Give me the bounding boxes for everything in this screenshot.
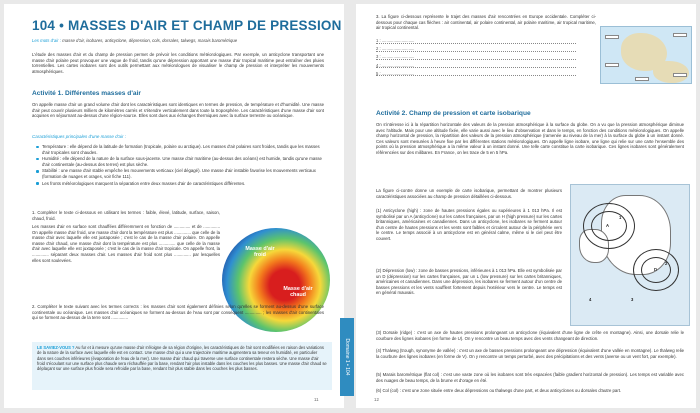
list-item: Les fronts météorologiques marquent la séparation entre deux masses d'air de caractéristiques différentes. [36, 181, 326, 187]
question-3-answers [376, 38, 596, 79]
list-item: Stabilité : une masse d'air stable empêche les mouvements verticaux (ciel dégagé). Une masse d'air instable favorise les mouvements verticaux (formation de nuages et orages, voir fiche 111). [36, 168, 326, 179]
keywords-line [32, 38, 322, 44]
item-col: (6) Col (col) : c'est une zone située entre deux dépressions ou thalwegs d'une part, et deux anticyclones ou dorsales d'autre part. [376, 388, 622, 393]
question-3: 3. La figure ci-dessous représente le trajet des masses d'air rencontrées en Europe occidentale. Compléter ci-dessous pour chaque cas flèches : air continental, air polaire continental, air polaire maritime, air tropical maritime, air tropical continental. [376, 14, 596, 31]
answer-line[interactable]: 4 : ............................ [376, 63, 576, 69]
activity-2-title: Activité 2. Champ de pression et carte isobarique [376, 110, 531, 117]
map-label-depression: D [654, 267, 658, 272]
intro-paragraph: L'étude des masses d'air et du champ de pression permet de prévoir les conditions météorologiques. Par exemple, un anticyclone transportant une masse d'air polaire peut provoquer une vague de froid, tandis qu'une dépression apportant une masse d'air tropical maritime peut entraîner des pluies torrentielles. Les cartes isobares sont des outils permettant aux météorologues de visualiser le champ de pression et interpréter les mouvements atmosphériques. [32, 52, 324, 74]
answer-line[interactable]: 5 : ............................ [376, 71, 576, 77]
answer-line[interactable]: 2 : ............................ [376, 46, 576, 52]
did-you-know-text: Au fur et à mesure qu'une masse d'air s'éloigne de sa région d'origine, les caractéristiques de l'air sont modifiées en raison des variations de la nature de la surface avec laquelle elle est en contact. Une masse d'air qui a une trajectoire maritime augmentera sa teneur en humidité, en particulier dans ses couches inférieures (évaporation de l'eau de la mer). Une masse d'air chaud qui traverse une surface continentale restera sèche. Une masse d'air froid s'écoulant sur une surface plus chaude sera réchauffée par la base, rendant l'air plus instable dans les couches les plus basses. Une masse d'air chaud se déplaçant sur une surface plus froide sera refroidie par la base, rendant l'air plus stable dans les couches les plus basses. [37, 345, 327, 372]
isobaric-map [570, 184, 690, 326]
map-marker: 3 [631, 297, 634, 302]
right-page [356, 4, 696, 408]
map-land [653, 61, 689, 83]
page-number: 12 [374, 397, 379, 402]
air-masses-map [600, 26, 692, 84]
globe-label-warm: Masse d'air chaud [283, 286, 313, 299]
map-label-box[interactable] [605, 35, 619, 39]
map-label-box[interactable] [673, 33, 687, 37]
item-marais: (5) Marais barométrique (flat col) : c'est une vaste zone où les isobares sont très espacées (faible gradient horizontal de pression). Les temps est variable avec des nuages de beau temps, de la brume et d'orage en été. [376, 372, 684, 383]
question-1: 1. Compléter le texte ci-dessous en utilisant les termes : faible, élevé, latitude, surface, saison, chaud, froid. [32, 210, 220, 221]
item-depression: (2) Dépression (low) : zone de basses pressions, inférieures à 1 013 hPa. Elle est symbolisée par un D (dépression) sur les cartes françaises, par un L (low pressure) sur les cartes britanniques, américaines et canadiennes. Dans une dépression, les isobares se ferment autour d'un centre de basses pressions et les vents soufflent fortement depuis l'extérieur vers le centre. Le temps est en général mauvais. [376, 268, 562, 296]
page-title: 104 • MASSES D'AIR ET CHAMP DE PRESSION [32, 18, 342, 33]
map-marker: 1 [619, 215, 622, 220]
list-item: Température : elle dépend de la latitude de formation (tropicale, polaire ou arctique). Les masses d'air polaires sont froides, tandis que les masses d'air tropicales sont chaudes. [36, 144, 326, 155]
domain-tab [340, 318, 354, 396]
map-label-anticyclone: A [606, 223, 610, 228]
item-anticyclone: (1) Anticyclone (high) : zone de hautes pressions égales ou supérieures à 1 013 hPa. Il est symbolisé par un A (anticyclone) sur les cartes françaises, par un H (high pressure) sur les cartes britanniques, américaines et canadiennes. Dans un anticyclone, les isobares se ferment autour d'un centre de hautes pressions et les vents sont faibles et circulent autour de la périphérie vers le centre. Le temps associé à un anticyclone est en général calme, même si le ciel peut être couvert. [376, 208, 562, 241]
map-marker: 4 [589, 297, 592, 302]
characteristics-heading: Caractéristiques principales d'une masse d'air : [32, 134, 127, 139]
keywords: masse d'air, isobares, anticyclone, dépression, cols, dorsales, talwegs, marais barométrique [62, 38, 238, 43]
question-1-text[interactable]: Les masses d'air en surface sont chauffées différemment en fonction de .............. et de .............. On appelle masse d'air froid, une masse d'air dont la température est plus .............. que celle de la masse d'air avec laquelle elle est juxtaposée ; c'est le cas de la masse d'air polaire. On appelle masse d'air chaud, une masse d'air dont la température est plus .............. que celle de la masse d'air avec laquelle elle est juxtaposée ; c'est le cas de la masse d'air tropicale. On appelle front, la .............. séparant deux masses d'air. Les masses d'air froid sont plus .............. par lesquelles elles sont soulevées. [32, 224, 220, 263]
page-number: 11 [314, 397, 319, 402]
keywords-label: Les mots d'air : [32, 38, 61, 43]
did-you-know-box [32, 342, 332, 390]
item-thalweg: (4) Thalweg (trough, synonyme de vallée) : c'est un axe de basses pressions prolongeant une dépression (équivalent d'une vallée en montagne). Le thalweg relie la courbure des lignes isobares (en forme de V). On y rencontre un temps perturbé, avec des précipitations et des vents (averse ou un vent fort, par exemple). [376, 348, 684, 359]
list-item: Humidité : elle dépend de la nature de la surface sous-jacente. Une masse d'air maritime (au-dessus des océans) est humide, tandis qu'une masse d'air continentale (au-dessus des terres) est plus sèche. [36, 156, 326, 167]
answer-line[interactable]: 3 : ............................ [376, 54, 576, 60]
figure-intro: La figure ci-contre donne un exemple de carte isobarique, permettant de montrer plusieurs caractéristiques associées au champ de pression détaillées ci-dessous. [376, 188, 562, 199]
did-you-know-title: LE SAVIEZ-VOUS ? [37, 345, 75, 350]
map-label-box[interactable] [605, 63, 619, 67]
activity-1-title: Activité 1. Différentes masses d'air [32, 90, 141, 97]
item-dorsale: (3) Dorsale (ridge) : c'est un axe de hautes pressions prolongeant un anticyclone (équivalent d'une ligne de crête en montagne). Ainsi, une dorsale relie le courbure des lignes isobares (en forme de U). On y rencontre un beau temps avec des vents changeant de direction. [376, 330, 684, 341]
map-marker: 2 [665, 261, 668, 266]
map-label-box[interactable] [635, 77, 649, 81]
activity-2-text: On s'intéresse ici à la répartition horizontale des valeurs de la pression atmosphérique à la surface du globe. On a vu que la pression atmosphérique diminue avec l'altitude. Mais pour une altitude fixée, elle varie aussi avec le lieu d'observation et dans le temps, en fonction des conditions météorologiques. On appelle champ horizontal de pression, la répartition des valeurs de la pression atmosphérique (ramenée au niveau de la mer) à la surface du globe à un instant donné. Ces valeurs sont mesurées à heure fixe par les différentes stations météorologiques. On appelle ligne isobare, une ligne qui relie sur une carte l'ensemble des points où la pression atmosphérique a la même valeur à un instant donné. Une telle carte constitue la carte isobarique. Ces lignes isobares sont généralement référencées sur des milibares. En France, on les trace de 5 en 5 hPa. [376, 122, 684, 155]
domain-tab-label: Domaine 1 • 104 [344, 338, 350, 376]
activity-1-text: On appelle masse d'air un grand volume d'air dont les caractéristiques sont identiques en termes de pression, de température et d'humidité. Une masse d'air peut couvrir plusieurs milliers de kilomètres carrés et s'étendre verticalement dans toute la troposphère. Les caractéristiques d'une masse d'air sont acquises en séjournant au-dessus d'une région-source. Elles sont dues aux échanges thermiques avec la surface terrestre ou océanique. [32, 102, 324, 119]
left-page [4, 4, 344, 408]
globe-label-cold: Masse d'air froid [245, 246, 275, 259]
characteristics-list [36, 144, 326, 187]
map-label-box[interactable] [673, 73, 687, 77]
answer-line[interactable]: 1 : ............................ [376, 38, 576, 44]
question-2[interactable]: 2. Compléter le texte suivant avec les termes corrects : les masses d'air sont également définies selon qu'elles se forment au-dessus d'une surface continentale ou océanique. Les masses d'air océaniques se forment au-dessus de l'eau sont par conséquent .............. ; les masses d'air continentales qui se forment au-dessus de la terre sont .............. [32, 304, 324, 321]
